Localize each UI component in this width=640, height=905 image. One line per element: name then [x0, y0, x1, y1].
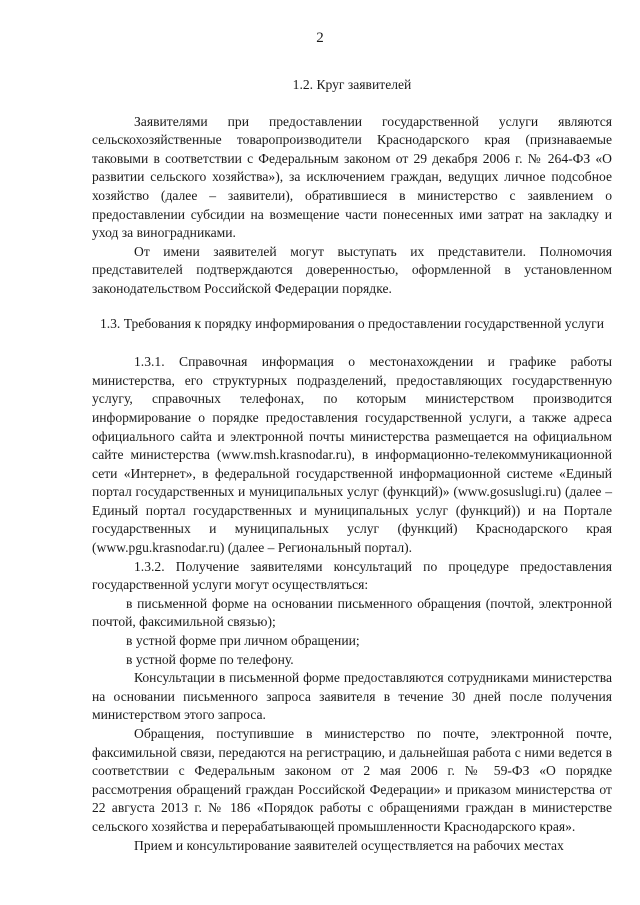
section-1-3-title: 1.3. Требования к порядку информирования о предоставлении государственной услуги: [99, 315, 605, 331]
paragraph: 1.3.1. Справочная информация о местонахождении и графике работы министерства, его структурных подразделений, предоставляющих государственную услугу, справочных телефонах, по которым министерством производится информирование о порядке предоставления государственной услуги, а также адреса официального сайта и электронной почты министерства размещается на официальном сайте министерства (www.msh.krasnodar.ru), в информационно-телекоммуникационной сети «Интернет», в федеральной государственной информационной системе «Единый портал государственных и муниципальных услуг (функций)» (www.gosuslugi.ru) (далее – Единый портал государственных и муниципальных услуг (функций)) и на Портале государственных и муниципальных услуг (функций) Краснодарского края (www.pgu.krasnodar.ru) (далее – Региональный портал).: [92, 354, 612, 556]
paragraph: Заявителями при предоставлении государственной услуги являются сельскохозяйственные товаропроизводители Краснодарского края (признаваемые таковыми в соответствии с Федеральным законом от 29 декабря 2006 г. № 264-ФЗ «О развитии сельского хозяйства»), за исключением граждан, ведущих личное подсобное хозяйство (далее – заявители), обратившиеся в министерство с заявлением о предоставлении субсидии на возмещение части понесенных ими затрат на закладку и уход за виноградниками.: [92, 113, 612, 241]
page-number: 2: [316, 30, 324, 46]
list-item: в устной форме при личном обращении;: [126, 633, 360, 649]
paragraph: Консультации в письменной форме предоставляются сотрудниками министерства на основании письменного запроса заявителя в течение 30 дней после получения министерством этого запроса.: [92, 670, 612, 723]
list-item: в письменной форме на основании письменного обращения (почтой, электронной почтой, факсимильной связью);: [92, 595, 612, 630]
paragraph: 1.3.2. Получение заявителями консультаций по процедуре предоставления государственной услуги могут осуществляться:: [92, 558, 612, 593]
paragraph: Обращения, поступившие в министерство по почте, электронной почте, факсимильной связи, передаются на регистрацию, и дальнейшая работа с ними ведется в соответствии с Федеральным законом от 2 мая 2006 г. № 59-ФЗ «О порядке рассмотрения обращений граждан Российской Федерации» и приказом министерства от 22 августа 2013 г. № 186 «Порядок работы с обращениями граждан в министерстве сельского хозяйства и перерабатывающей промышленности Краснодарского края».: [92, 726, 612, 834]
section-1-2-title: 1.2. Круг заявителей: [292, 77, 412, 92]
paragraph: От имени заявителей могут выступать их представители. Полномочия представителей подтверждаются доверенностью, оформленной в установленном законодательством Российской Федерации порядке.: [92, 243, 612, 296]
document-body: [92, 76, 612, 855]
paragraph: Прием и консультирование заявителей осуществляется на рабочих местах: [134, 837, 564, 853]
list-item: в устной форме по телефону.: [126, 651, 294, 667]
